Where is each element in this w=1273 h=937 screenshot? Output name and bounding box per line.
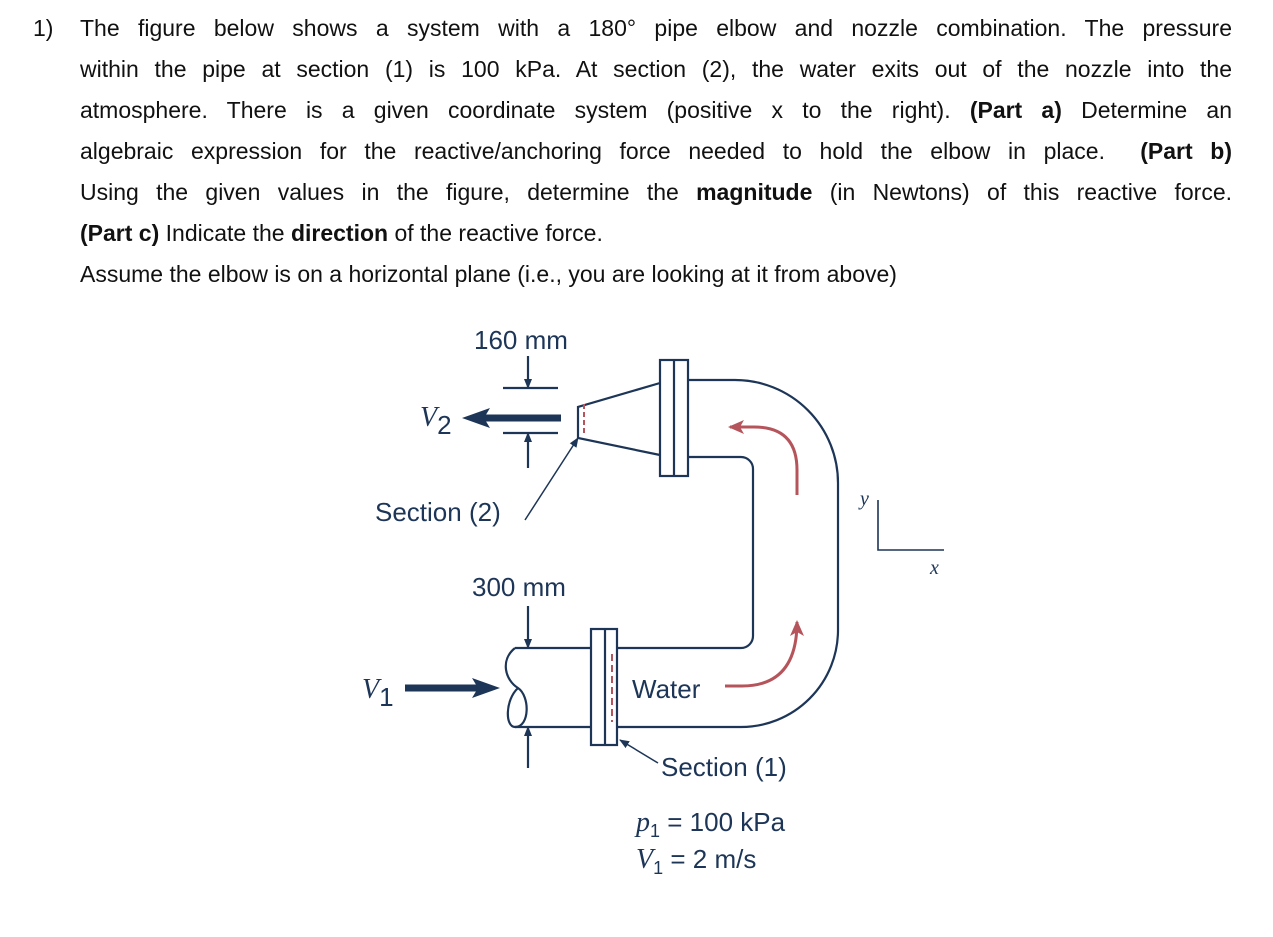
question-number: 1) [33,15,54,41]
bold-text: magnitude [696,179,813,205]
flow-arrow-upper [730,427,797,495]
text-segment: The figure below shows a system with a 180° pipe elbow and nozzle combination. The pressure [80,15,1232,41]
text-segment: algebraic expression for the reactive/anchoring force needed to hold the elbow in place. [80,138,1141,164]
text-segment: of the reactive force. [388,220,603,246]
text-segment: (in Newtons) of this reactive force. [812,179,1232,205]
dim-300mm: 300 mm [472,572,566,602]
v2-label: V2 [420,402,452,440]
v1-value: $V_1 = 2$ m/s [636,844,757,878]
flow-arrow-lower [725,622,797,686]
v1-label: V1 [362,674,394,712]
text-segment: within the pipe at section (1) is 100 kPa. At section (2), the water exits out of the nozzle into the [80,56,1232,82]
axis-y-label: y [860,488,869,510]
coordinate-axes [878,500,944,550]
bold-text: (Part a) [969,97,1062,123]
section-1-label: Section (1) [661,752,787,782]
water-label: Water [632,674,701,704]
text-segment: Determine an [1061,97,1232,123]
bold-text: direction [290,220,389,246]
text-segment: Indicate the [159,220,291,246]
axis-x-label: x [930,557,939,579]
bold-text: (Part b) [1140,138,1233,164]
pipe-break [506,648,527,727]
text-segment: atmosphere. There is a given coordinate system (positive x to the right). [80,97,970,123]
p1-value: $p_1 = 100$ kPa [636,807,786,841]
text-segment: Using the given values in the figure, determine the [80,179,697,205]
section-2-label: Section (2) [375,497,501,527]
text-segment: Assume the elbow is on a horizontal plane (i.e., you are looking at it from above) [80,261,897,287]
dim-160mm: 160 mm [474,325,568,355]
bold-text: (Part c) [80,220,160,246]
nozzle [578,383,660,455]
pipe-inner-wall [617,457,753,648]
